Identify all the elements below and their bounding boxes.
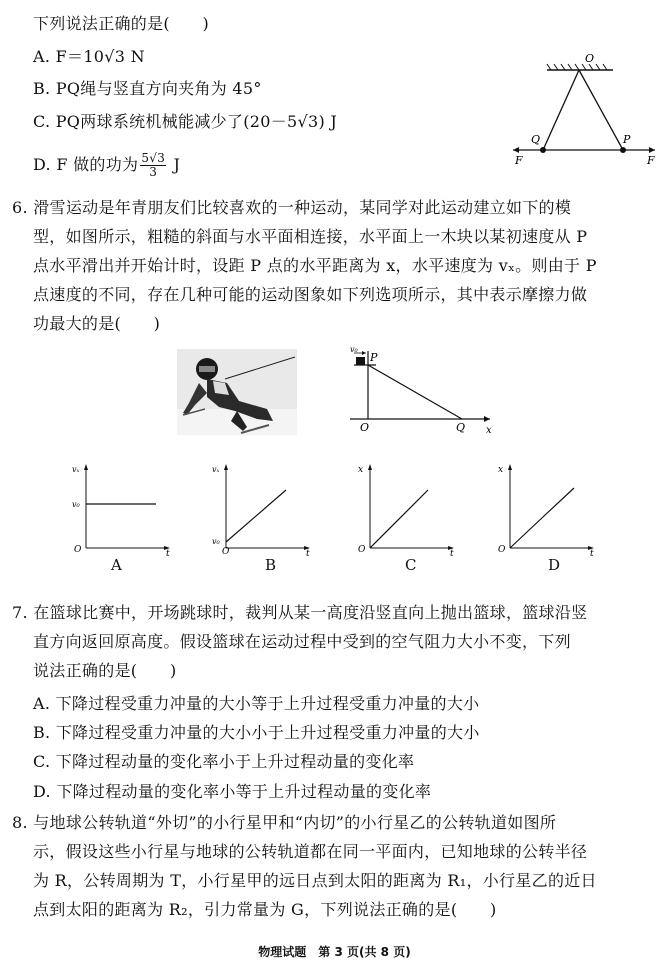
q7-line-3: 说法正确的是( ) (33, 661, 177, 680)
graph-d-ylabel: x (498, 465, 504, 475)
graph-b-letter: B (265, 556, 277, 574)
graph-c-ylabel: x (358, 465, 364, 475)
graph-b-ylabel: vₓ (212, 465, 220, 474)
label-v0: v₀ (350, 345, 358, 354)
label-f-left: F (515, 154, 523, 165)
q6-line-5: 功最大的是( ) (33, 314, 161, 333)
q8-line-2: 示，假设这些小行星与地球的公转轨道都在同一平面内，已知地球的公转半径 (33, 842, 588, 861)
graph-b-xlabel: t (306, 549, 310, 556)
fraction-denominator: 3 (149, 165, 158, 179)
label-p: P (623, 133, 631, 146)
q5-string-diagram (505, 50, 665, 165)
slope-model-diagram (340, 343, 500, 435)
label-q: Q (456, 421, 466, 434)
q7-option-b: B. 下降过程受重力冲量的大小小于上升过程受重力冲量的大小 (33, 723, 480, 742)
graph-b-v0: v₀ (212, 537, 220, 546)
graph-c (352, 460, 464, 556)
label-p: P (370, 351, 378, 364)
q5-option-a: A. F＝10√3 N (33, 47, 145, 66)
page-footer: 物理试题 第 3 页(共 8 页) (258, 945, 411, 959)
graph-a-xlabel: t (166, 549, 170, 556)
q7-line-1: 7. 在篮球比赛中，开场跳球时，裁判从某一高度沿竖直向上抛出篮球，篮球沿竖 (12, 603, 588, 622)
q6-line-3: 点水平滑出并开始计时，设距 P 点的水平距离为 x，水平速度为 vₓ。则由于 P (33, 256, 597, 275)
graph-d-letter: D (548, 556, 561, 574)
graph-a-v0: v₀ (72, 500, 80, 509)
q8-line-1: 8. 与地球公转轨道“外切”的小行星甲和“内切”的小行星乙的公转轨道如图所 (12, 813, 557, 832)
graph-d (492, 460, 604, 556)
graph-a-letter: A (111, 556, 122, 574)
graph-b-origin: O (222, 547, 230, 556)
graph-d-xlabel: t (590, 549, 594, 556)
q7-option-a: A. 下降过程受重力冲量的大小等于上升过程受重力冲量的大小 (33, 694, 480, 713)
q8-line-3: 为 R，公转周期为 T，小行星甲的远日点到太阳的距离为 R₁，小行星乙的近日 (33, 871, 597, 890)
graph-c-letter: C (405, 556, 417, 574)
q5-option-d-prefix: D. F 做的功为 (33, 155, 139, 174)
q5-option-d-fraction (140, 152, 166, 179)
q5-option-d-unit: J (173, 155, 181, 174)
q5-option-b: B. PQ绳与竖直方向夹角为 45° (33, 79, 262, 98)
graph-a (68, 460, 180, 556)
graph-a-ylabel: vₓ (72, 465, 80, 474)
graph-a-origin: O (74, 545, 82, 555)
q6-line-4: 点速度的不同，存在几种可能的运动图象如下列选项所示，其中表示摩擦力做 (33, 285, 588, 304)
graph-b (208, 460, 320, 556)
graph-c-origin: O (358, 545, 366, 555)
q8-line-4: 点到太阳的距离为 R₂，引力常量为 G，下列说法正确的是( ) (33, 900, 497, 919)
q7-option-d: D. 下降过程动量的变化率小等于上升过程动量的变化率 (33, 782, 432, 801)
q6-line-2: 型，如图所示，粗糙的斜面与水平面相连接，水平面上一木块以某初速度从 P (33, 227, 588, 246)
q7-option-c: C. 下降过程动量的变化率小于上升过程动量的变化率 (33, 752, 415, 771)
q5-option-d (33, 152, 180, 179)
label-x: x (486, 425, 492, 435)
q5-option-c: C. PQ两球系统机械能减少了(20－5√3) J (33, 112, 338, 131)
label-o: O (585, 52, 595, 65)
label-f-right: F (647, 154, 655, 165)
graph-c-xlabel: t (450, 549, 454, 556)
skier-photo (177, 349, 297, 435)
label-q: Q (531, 133, 541, 146)
q6-line-1: 6. 滑雪运动是年青朋友们比较喜欢的一种运动，某同学对此运动建立如下的模 (12, 198, 572, 217)
q5-stem: 下列说法正确的是( ) (33, 14, 210, 33)
graph-d-origin: O (498, 545, 506, 555)
q7-line-2: 直方向返回原高度。假设篮球在运动过程中受到的空气阻力大小不变，下列 (33, 632, 571, 651)
label-o: O (360, 421, 370, 434)
fraction-numerator: 5√3 (141, 151, 166, 165)
